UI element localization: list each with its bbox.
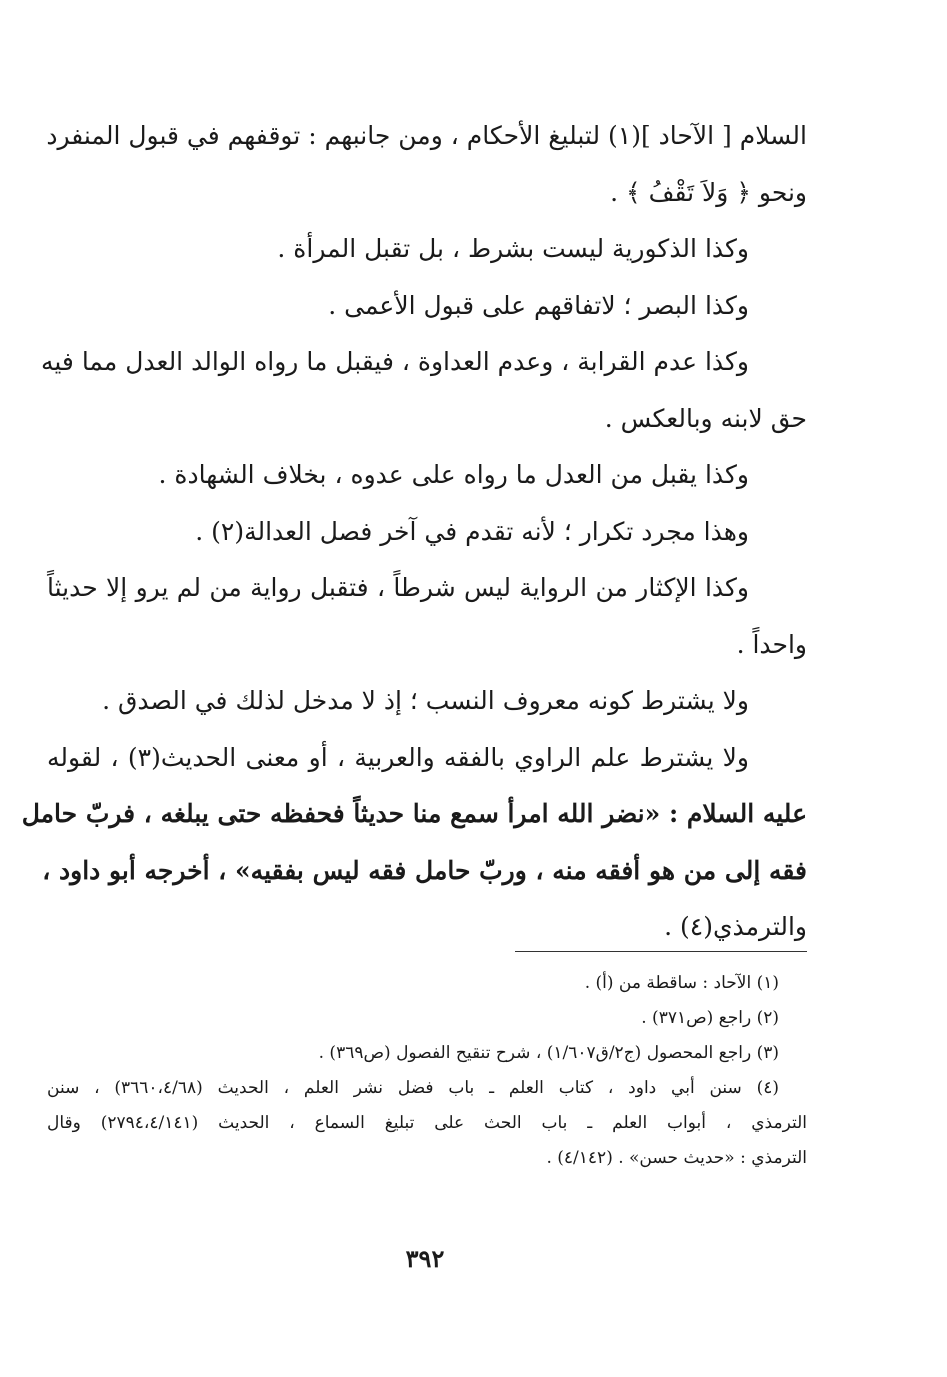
text-line-11: ولا يشترط كونه معروف النسب ؛ إذ لا مدخل لذلك في الصدق . (102, 686, 749, 715)
footnote-4: (٤) سنن أبي داود ، كتاب العلم ـ باب فضل نشر العلم ، الحديث (٣٦٦٠،٤/٦٨) ، سنن (47, 1078, 779, 1098)
text-line-8: وهذا مجرد تكرار ؛ لأنه تقدم في آخر فصل العدالة(٢) . (195, 516, 749, 546)
footnote-1: (١) الآحاد : ساقطة من (أ) . (584, 973, 779, 993)
text-line-4: وكذا البصر ؛ لاتفاقهم على قبول الأعمى . (328, 290, 749, 320)
footnote-3: (٣) راجع المحصول (ج٢/ق١/٦٠٧) ، شرح تنقيح الفصول (ص٣٦٩) . (318, 1043, 779, 1063)
text-line-2: ونحو ﴿ وَلاَ تَقْفُ ﴾ . (610, 177, 807, 207)
main-text (21, 108, 807, 956)
text-line-7: وكذا يقبل من العدل ما رواه على عدوه ، بخلاف الشهادة . (158, 460, 749, 489)
text-line-14: فقه إلى من هو أفقه منه ، وربّ حامل فقه ليس بفقيه» ، أخرجه أبو داود ، (42, 855, 807, 885)
text-line-3: وكذا الذكورية ليست بشرط ، بل تقبل المرأة . (277, 234, 749, 263)
footnote-4-cont-2: الترمذي : «حديث حسن» . (٤/١٤٢) . (546, 1148, 807, 1168)
text-line-6: حق لابنه وبالعكس . (604, 403, 807, 433)
text-line-9: وكذا الإكثار من الرواية ليس شرطاً ، فتقبل رواية من لم يرو إلا حديثاً (47, 573, 749, 602)
footnote-4-cont-1: الترمذي ، أبواب العلم ـ باب الحث على تبليغ السماع ، الحديث (٢٧٩٤،٤/١٤١) وقال (47, 1113, 807, 1133)
text-line-12: ولا يشترط علم الراوي بالفقه والعربية ، أو معنى الحديث(٣) ، لقوله (47, 742, 749, 772)
footnotes (47, 966, 807, 1176)
text-line-13: عليه السلام : «نضر الله امرأ سمع منا حديثاً فحفظه حتى يبلغه ، فربّ حامل (21, 799, 807, 828)
page-number: ٣٩٢ (405, 1244, 445, 1273)
text-line-10: واحداً . (736, 629, 807, 659)
footnote-2: (٢) راجع (ص٣٧١) . (641, 1008, 779, 1028)
footnote-separator (515, 951, 807, 952)
text-line-15: والترمذي(٤) . (664, 912, 807, 941)
text-line-5: وكذا عدم القرابة ، وعدم العداوة ، فيقبل ما رواه الوالد العدل مما فيه (40, 347, 749, 376)
text-line-1: السلام [ الآحاد ](١) لتبليغ الأحكام ، ومن جانبهم : توقفهم في قبول المنفرد (46, 121, 807, 150)
